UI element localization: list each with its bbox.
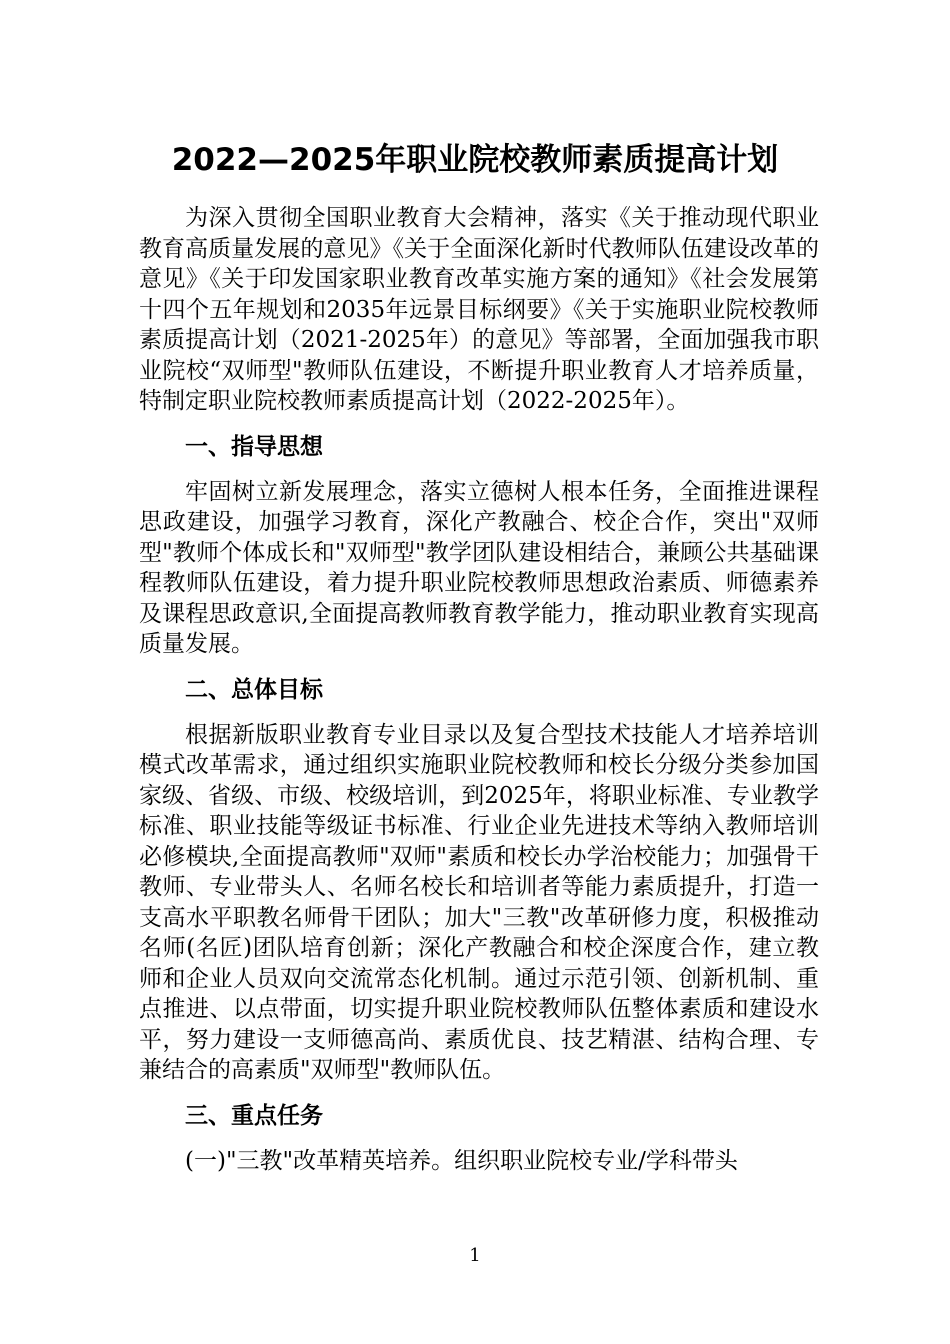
document-title: 2022—2025年职业院校教师素质提高计划 [171,142,779,178]
document-body [139,203,819,1176]
intro-paragraph: 为深入贯彻全国职业教育大会精神，落实《关于推动现代职业教育高质量发展的意见》《关于全面深化新时代教师队伍建设改革的意见》《关于印发国家职业教育改革实施方案的通知》《社会发展第十四个五年规划和2035年远景目标纲要》《关于实施职业院校教师素质提高计划（2021-2025年）的意见》等部署，全面加强我市职业院校“双师型"教师队伍建设，不断提升职业教育人才培养质量，特制定职业院校教师素质提高计划（2022-2025年）。 [139,205,819,414]
overall-goals-paragraph: 根据新版职业教育专业目录以及复合型技术技能人才培养培训模式改革需求，通过组织实施职业院校教师和校长分级分类参加国家级、省级、市级、校级培训，到2025年，将职业标准、专业教学标准、职业技能等级证书标准、行业企业先进技术等纳入教师培训必修模块,全面提高教师"双师"素质和校长办学治校能力；加强骨干教师、专业带头人、名师名校长和培训者等能力素质提升，打造一支高水平职教名师骨干团队；加大"三教"改革研修力度，积极推动名师(名匠)团队培育创新；深化产教融合和校企深度合作，建立教师和企业人员双向交流常态化机制。通过示范引领、创新机制、重点推进、以点带面，切实提升职业院校教师队伍整体素质和建设水平，努力建设一支师德高尚、素质优良、技艺精湛、结构合理、专兼结合的高素质"双师型"教师队伍。 [139,721,819,1083]
section-heading-key-tasks: 三、重点任务 [185,1102,323,1129]
guiding-ideology-paragraph: 牢固树立新发展理念，落实立德树人根本任务，全面推进课程思政建设，加强学习教育，深化产教融合、校企合作，突出"双师型"教师个体成长和"双师型"教学团队建设相结合，兼顾公共基础课程教师队伍建设，着力提升职业院校教师思想政治素质、师德素养及课程思政意识,全面提高教师教育教学能力，推动职业教育实现高质量发展。 [139,478,819,657]
page-number: 1 [469,1245,481,1266]
section-heading-guiding-ideology: 一、指导思想 [185,433,323,460]
section-heading-overall-goals: 二、总体目标 [185,676,323,703]
key-tasks-paragraph: (一)"三教"改革精英培养。组织职业院校专业/学科带头 [185,1147,738,1174]
